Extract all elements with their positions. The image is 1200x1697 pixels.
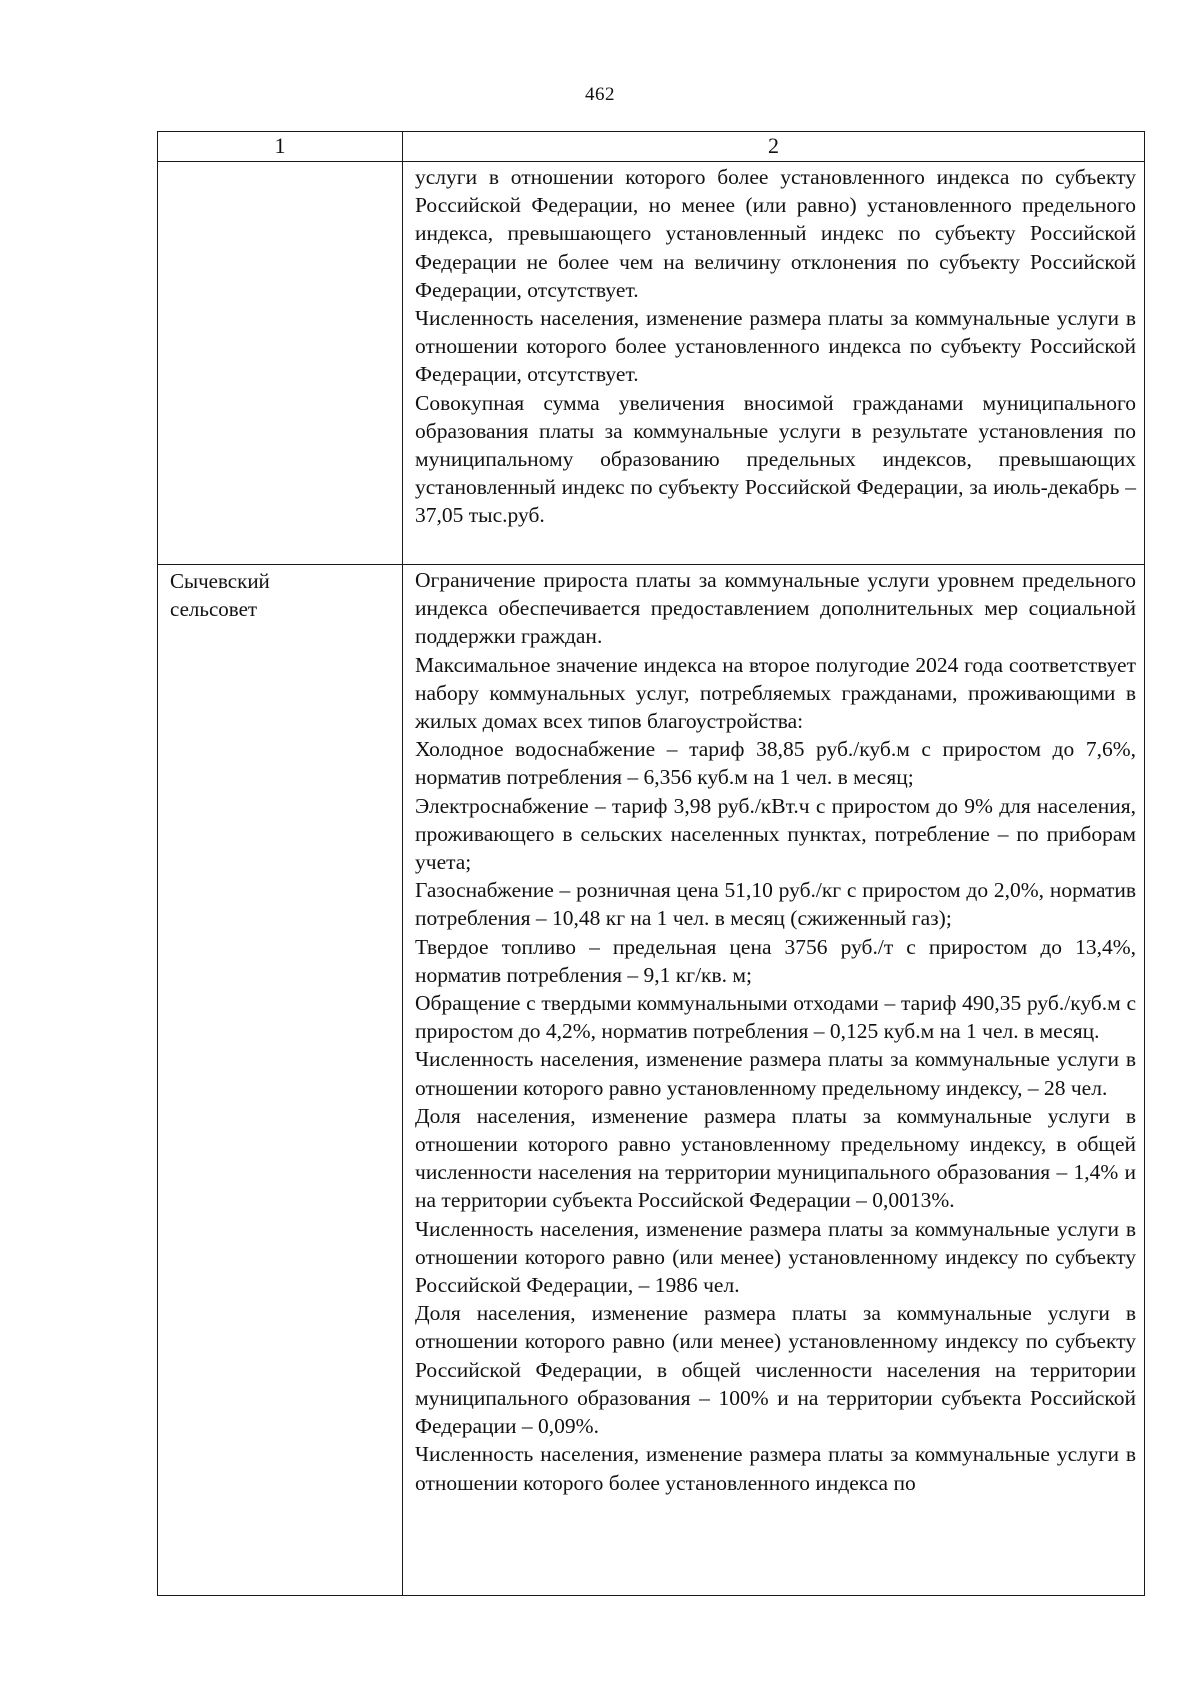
- column-header-2: 2: [403, 132, 1145, 162]
- page-number: 462: [585, 84, 615, 105]
- paragraph: Электроснабжение – тариф 3,98 руб./кВт.ч с приростом до 9% для населения, проживающего в сельских населенных пунктах, потребление – по приборам учета;: [415, 793, 1136, 875]
- paragraph: услуги в отношении которого более установленного индекса по субъекту Российской Федерации, но менее (или равно) установленного предельного индекса, превышающего установленный индекс по субъекту Российской Федерации не более чем на величину отклонения по субъекту Российской Федерации, отсутствует.: [415, 165, 1136, 302]
- description-cell: [403, 565, 1145, 1596]
- table-row: [158, 162, 1145, 565]
- paragraph: Численность населения, изменение размера платы за коммунальные услуги в отношении которого равно (или менее) установленному индексу по субъекту Российской Федерации, – 1986 чел.: [415, 1216, 1136, 1298]
- municipality-cell: [158, 162, 403, 565]
- paragraph: Численность населения, изменение размера платы за коммунальные услуги в отношении которого более установленного индекса по субъекту Российской Федерации, отсутствует.: [415, 306, 1136, 387]
- paragraph: Холодное водоснабжение – тариф 38,85 руб./куб.м с приростом до 7,6%, норматив потребления – 6,356 куб.м на 1 чел. в месяц;: [415, 737, 1136, 790]
- paragraph: Доля населения, изменение размера платы за коммунальные услуги в отношении которого равно установленному предельному индексу, в общей численности населения на территории муниципального образования – 1,4% и на территории субъекта Российской Федерации – 0,0013%.: [415, 1103, 1136, 1213]
- municipality-cell: [158, 565, 403, 1596]
- paragraph: Твердое топливо – предельная цена 3756 руб./т с приростом до 13,4%, норматив потребления – 9,1 кг/кв. м;: [415, 934, 1136, 987]
- table-row: [158, 565, 1145, 1596]
- paragraph: Доля населения, изменение размера платы за коммунальные услуги в отношении которого равно (или менее) установленному индексу по субъекту Российской Федерации, в общей численности населения на территории муниципального образования – 100% и на территории субъекта Российской Федерации – 0,09%.: [415, 1301, 1136, 1439]
- paragraph: Ограничение прироста платы за коммунальные услуги уровнем предельного индекса обеспечивается предоставлением дополнительных мер социальной поддержки граждан.: [415, 568, 1136, 649]
- paragraph: Численность населения, изменение размера платы за коммунальные услуги в отношении которого равно установленному предельному индексу, – 28 чел.: [415, 1047, 1136, 1100]
- paragraph: Обращение с твердыми коммунальными отходами – тариф 490,35 руб./куб.м с приростом до 4,2%, норматив потребления – 0,125 куб.м на 1 чел. в месяц.: [415, 991, 1136, 1044]
- column-header-1: 1: [158, 132, 403, 162]
- paragraph: Максимальное значение индекса на второе полугодие 2024 года соответствует набору коммунальных услуг, потребляемых гражданами, проживающими в жилых домах всех типов благоустройства:: [415, 652, 1136, 734]
- document-table-container: [157, 131, 1144, 1596]
- description-cell: [403, 162, 1145, 565]
- municipality-name: Сычевский сельсовет: [170, 569, 270, 622]
- paragraph: Численность населения, изменение размера платы за коммунальные услуги в отношении которого более установленного индекса по: [415, 1442, 1136, 1495]
- paragraph: Газоснабжение – розничная цена 51,10 руб./кг с приростом до 2,0%, норматив потребления – 10,48 кг на 1 чел. в месяц (сжиженный газ);: [415, 878, 1136, 931]
- paragraph: Совокупная сумма увеличения вносимой гражданами муниципального образования платы за коммунальные услуги в результате установления по муниципальному образованию предельных индексов, превышающих установленный индекс по субъекту Российской Федерации, за июль-декабрь – 37,05 тыс.руб.: [415, 390, 1136, 528]
- document-table: [157, 131, 1145, 1596]
- table-header-row: [158, 132, 1145, 162]
